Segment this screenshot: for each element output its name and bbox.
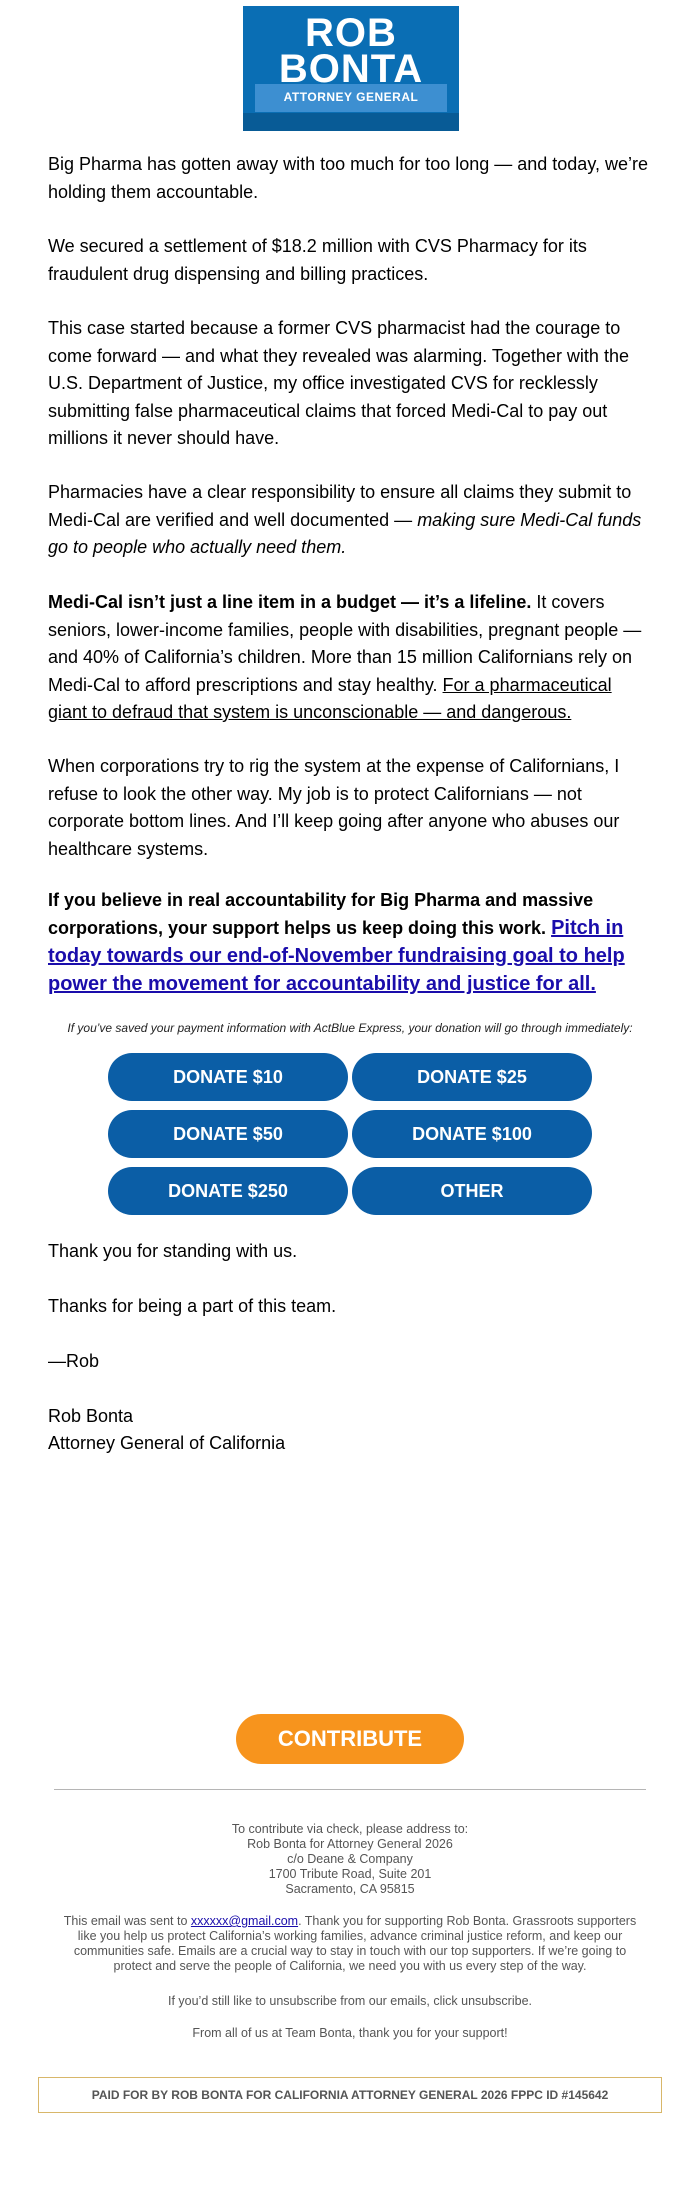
email-notice xyxy=(54,1914,646,1974)
address-line-3: 1700 Tribute Road, Suite 201 xyxy=(268,1867,432,1881)
paragraph-case: This case started because a former CVS pharmacist had the courage to come forward — and what they revealed was alarming. Together with the U.S. Department of Justice, my office investigated CVS for recklessly submitting false pharmaceutical claims that forced Medi-Cal to pay out millions it never should have. xyxy=(48,318,629,448)
email-address-link[interactable]: xxxxxx@gmail.com xyxy=(190,1914,299,1928)
paragraph-medi-cal-bold: Medi-Cal isn’t just a line item in a budget — it’s a lifeline. xyxy=(48,592,532,612)
logo-line-1: ROB xyxy=(305,11,397,55)
rob-bonta-logo xyxy=(243,6,459,131)
donate-100-button[interactable]: DONATE $100 xyxy=(352,1110,592,1158)
donate-25-button[interactable]: DONATE $25 xyxy=(352,1053,592,1101)
logo-shade xyxy=(243,113,459,131)
contribute-button[interactable]: CONTRIBUTE xyxy=(236,1714,464,1764)
donate-10-button[interactable]: DONATE $10 xyxy=(108,1053,348,1101)
address-line-2: c/o Deane & Company xyxy=(287,1852,413,1866)
address-line-4: Sacramento, CA 95815 xyxy=(285,1882,415,1896)
actblue-express-note: If you’ve saved your payment information with ActBlue Express, your donation will go through immediately: xyxy=(67,1021,633,1035)
paragraph-intro: Big Pharma has gotten away with too much for too long — and today, we’re holding them accountable. xyxy=(48,154,648,202)
thanks-team: Thanks for being a part of this team. xyxy=(48,1296,337,1316)
address-line-1: Rob Bonta for Attorney General 2026 xyxy=(247,1837,453,1851)
signature-name: Rob Bonta xyxy=(48,1406,134,1426)
unsubscribe-text[interactable]: If you’d still like to unsubscribe from our emails, click unsubscribe. xyxy=(167,1994,533,2008)
donate-other-button[interactable]: OTHER xyxy=(352,1167,592,1215)
paid-for-disclaimer: PAID FOR BY ROB BONTA FOR CALIFORNIA ATTORNEY GENERAL 2026 FPPC ID #145642 xyxy=(38,2077,662,2113)
signoff: —Rob xyxy=(48,1351,100,1371)
paragraph-corporations: When corporations try to rig the system at the expense of Californians, I refuse to look the other way. My job is to protect Californians — not corporate bottom lines. And I’ll keep going after anyone who abuses our healthcare systems. xyxy=(48,756,620,859)
signature-title: Attorney General of California xyxy=(48,1433,286,1453)
email-notice-body: . Thank you for supporting Rob Bonta. Grassroots supporters like you help us protect California’s working families, advance criminal justice reform, and keep our communities safe. Emails are a crucial way to stay in touch with our top supporters. If we’re going to protect and serve the people of California, we need you with us every step of the way. xyxy=(73,1914,637,1973)
paragraph-medi-cal xyxy=(48,589,652,727)
paragraph-medi-cal-underline: For a pharmaceutical giant to defraud that system is unconscionable — and dangerous. xyxy=(48,674,612,722)
email-notice-prefix: This email was sent to xyxy=(63,1914,191,1928)
paragraph-settlement: We secured a settlement of $18.2 million with CVS Pharmacy for its fraudulent drug dispensing and billing practices. xyxy=(48,236,587,284)
pitch-in-link[interactable]: Pitch in today towards our end-of-November fundraising goal to help power the movement for accountability and justice for all. xyxy=(48,917,625,995)
check-intro: To contribute via check, please address to: xyxy=(231,1822,469,1836)
paragraph-cta xyxy=(48,886,652,998)
donate-50-button[interactable]: DONATE $50 xyxy=(108,1110,348,1158)
logo-line-3: ATTORNEY GENERAL xyxy=(283,90,419,104)
paragraph-medi-cal-text: It covers seniors, lower-income families, people with disabilities, pregnant people — and 40% of California’s children. More than 15 million Californians rely on Medi-Cal to afford prescriptions and stay healthy. xyxy=(48,592,642,695)
footer-divider xyxy=(54,1789,646,1790)
team-thanks: From all of us at Team Bonta, thank you for your support! xyxy=(192,2026,508,2040)
logo-line-2: BONTA xyxy=(278,47,424,91)
paragraph-responsibility-text: Pharmacies have a clear responsibility to ensure all claims they submit to Medi-Cal are verified and well documented — xyxy=(48,482,632,530)
thanks-standing: Thank you for standing with us. xyxy=(48,1241,298,1261)
cta-bold-text: If you believe in real accountability for Big Pharma and massive corporations, your support helps us keep doing this work. xyxy=(48,890,594,938)
paragraph-responsibility-italic: making sure Medi-Cal funds go to people who actually need them. xyxy=(48,509,642,557)
paragraph-responsibility xyxy=(48,479,652,562)
donate-250-button[interactable]: DONATE $250 xyxy=(108,1167,348,1215)
